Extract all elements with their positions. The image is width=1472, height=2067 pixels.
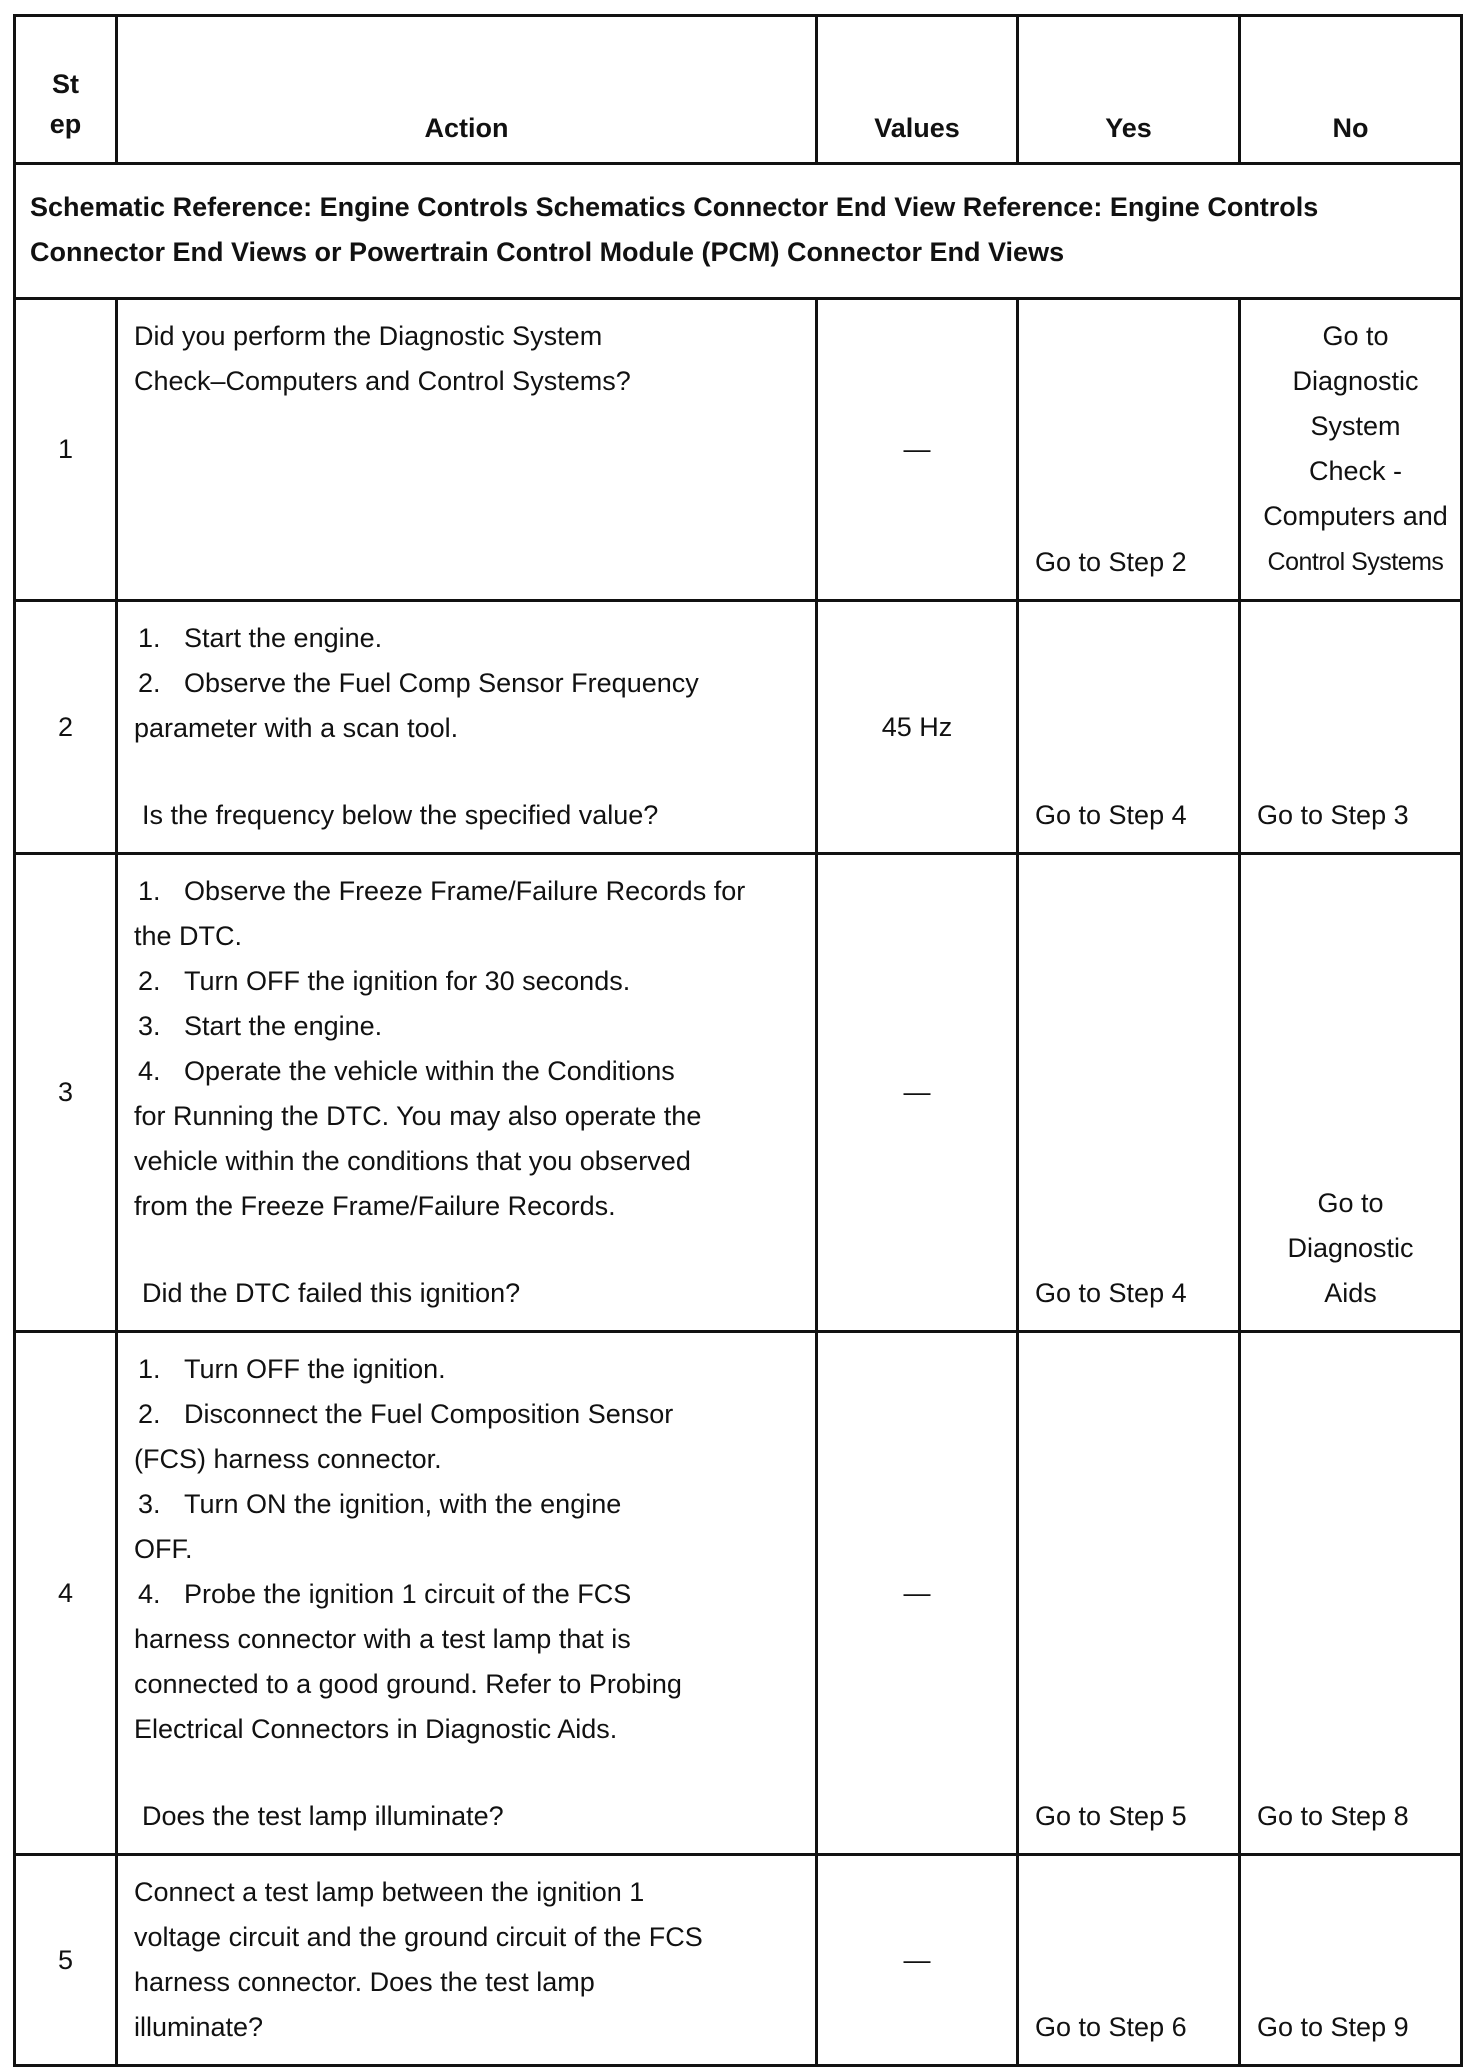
no-link-step-8[interactable]: Go to Step 8 [1240, 1332, 1462, 1855]
header-step-line1: St [52, 69, 79, 99]
step-value: — [817, 299, 1018, 601]
header-row [15, 16, 1462, 164]
item-number: 2. [138, 668, 161, 698]
header-step-line2: ep [49, 109, 82, 139]
no-line: System [1310, 411, 1401, 441]
action-line: Check–Computers and Control Systems? [134, 366, 631, 396]
item-text: from the Freeze Frame/Failure Records. [134, 1191, 616, 1221]
no-link-diagnostic-aids[interactable] [1240, 854, 1462, 1332]
step-number: 1 [15, 299, 117, 601]
no-line: Control Systems [1267, 548, 1444, 576]
item-text: parameter with a scan tool. [134, 713, 459, 743]
action-item [134, 1004, 799, 1049]
header-values: Values [817, 16, 1018, 164]
step-row-2 [15, 601, 1462, 854]
item-text: the DTC. [134, 921, 243, 951]
action-item [134, 1392, 799, 1437]
step-number: 5 [15, 1855, 117, 2066]
yes-link-step-2[interactable]: Go to Step 2 [1018, 299, 1240, 601]
action-item [134, 1482, 799, 1527]
action-item [134, 616, 799, 661]
reference-line1: Schematic Reference: Engine Controls Schematics Connector End View Reference: Engine Controls [30, 192, 1319, 222]
step-number: 3 [15, 854, 117, 1332]
no-line: Diagnostic [1287, 1233, 1414, 1263]
step-action [117, 601, 817, 854]
step-question: Does the test lamp illuminate? [142, 1801, 504, 1831]
yes-link-step-6[interactable]: Go to Step 6 [1018, 1855, 1240, 2066]
step-number: 4 [15, 1332, 117, 1855]
item-text: Disconnect the Fuel Composition Sensor [184, 1399, 674, 1429]
step-row-4 [15, 1332, 1462, 1855]
step-row-5 [15, 1855, 1462, 2066]
action-line: illuminate? [134, 2012, 264, 2042]
action-item [134, 1347, 799, 1392]
step-question: Did the DTC failed this ignition? [142, 1278, 521, 1308]
item-text: Operate the vehicle within the Conditions [184, 1056, 675, 1086]
item-text: OFF. [134, 1534, 193, 1564]
step-action [117, 1855, 817, 2066]
header-no: No [1240, 16, 1462, 164]
item-number: 2. [138, 1399, 161, 1429]
action-line: Did you perform the Diagnostic System [134, 321, 603, 351]
no-line: Check - [1308, 456, 1403, 486]
action-item [134, 661, 799, 706]
yes-link-step-5[interactable]: Go to Step 5 [1018, 1332, 1240, 1855]
item-text: Electrical Connectors in Diagnostic Aids. [134, 1714, 618, 1744]
action-item [134, 869, 799, 914]
item-text: for Running the DTC. You may also operate the [134, 1101, 702, 1131]
step-value: — [817, 1855, 1018, 2066]
item-number: 4. [138, 1056, 161, 1086]
step-action [117, 299, 817, 601]
no-line: Go to [1322, 321, 1389, 351]
item-text: Start the engine. [184, 623, 383, 653]
no-link-step-3[interactable]: Go to Step 3 [1240, 601, 1462, 854]
reference-row [15, 164, 1462, 299]
diagnostic-table [13, 14, 1463, 2067]
step-row-3 [15, 854, 1462, 1332]
step-value: 45 Hz [817, 601, 1018, 854]
item-number: 4. [138, 1579, 161, 1609]
step-value: — [817, 854, 1018, 1332]
action-item [134, 959, 799, 1004]
no-line: Go to [1317, 1188, 1384, 1218]
item-number: 1. [138, 876, 161, 906]
action-line: voltage circuit and the ground circuit of the FCS [134, 1922, 703, 1952]
item-number: 2. [138, 966, 161, 996]
item-number: 1. [138, 1354, 161, 1384]
yes-link-step-4[interactable]: Go to Step 4 [1018, 601, 1240, 854]
action-item [134, 1049, 799, 1094]
reference-line2: Connector End Views or Powertrain Control Module (PCM) Connector End Views [30, 237, 1065, 267]
item-text: Observe the Fuel Comp Sensor Frequency [184, 668, 699, 698]
step-action [117, 1332, 817, 1855]
action-line: Connect a test lamp between the ignition 1 [134, 1877, 645, 1907]
item-text: (FCS) harness connector. [134, 1444, 442, 1474]
action-item [134, 1572, 799, 1617]
item-number: 3. [138, 1489, 161, 1519]
item-text: vehicle within the conditions that you observed [134, 1146, 691, 1176]
item-text: Probe the ignition 1 circuit of the FCS [184, 1579, 632, 1609]
item-text: Turn OFF the ignition. [184, 1354, 446, 1384]
no-link-step-9[interactable]: Go to Step 9 [1240, 1855, 1462, 2066]
header-action: Action [117, 16, 817, 164]
step-number: 2 [15, 601, 117, 854]
item-text: connected to a good ground. Refer to Probing [134, 1669, 682, 1699]
item-text: Start the engine. [184, 1011, 383, 1041]
step-action [117, 854, 817, 1332]
header-yes: Yes [1018, 16, 1240, 164]
item-text: harness connector with a test lamp that is [134, 1624, 631, 1654]
item-text: Turn ON the ignition, with the engine [184, 1489, 622, 1519]
item-text: Turn OFF the ignition for 30 seconds. [184, 966, 631, 996]
step-row-1 [15, 299, 1462, 601]
no-line: Computers and [1263, 501, 1448, 531]
schematic-reference [15, 164, 1462, 299]
action-line: harness connector. Does the test lamp [134, 1967, 595, 1997]
no-line: Diagnostic [1292, 366, 1419, 396]
item-number: 1. [138, 623, 161, 653]
item-text: Observe the Freeze Frame/Failure Records for [184, 876, 746, 906]
step-question: Is the frequency below the specified value? [142, 800, 659, 830]
item-number: 3. [138, 1011, 161, 1041]
no-line: Aids [1324, 1278, 1377, 1308]
step-value: — [817, 1332, 1018, 1855]
no-link-diagnostic-system-check[interactable] [1240, 299, 1462, 601]
yes-link-step-4[interactable]: Go to Step 4 [1018, 854, 1240, 1332]
header-step [15, 16, 117, 164]
